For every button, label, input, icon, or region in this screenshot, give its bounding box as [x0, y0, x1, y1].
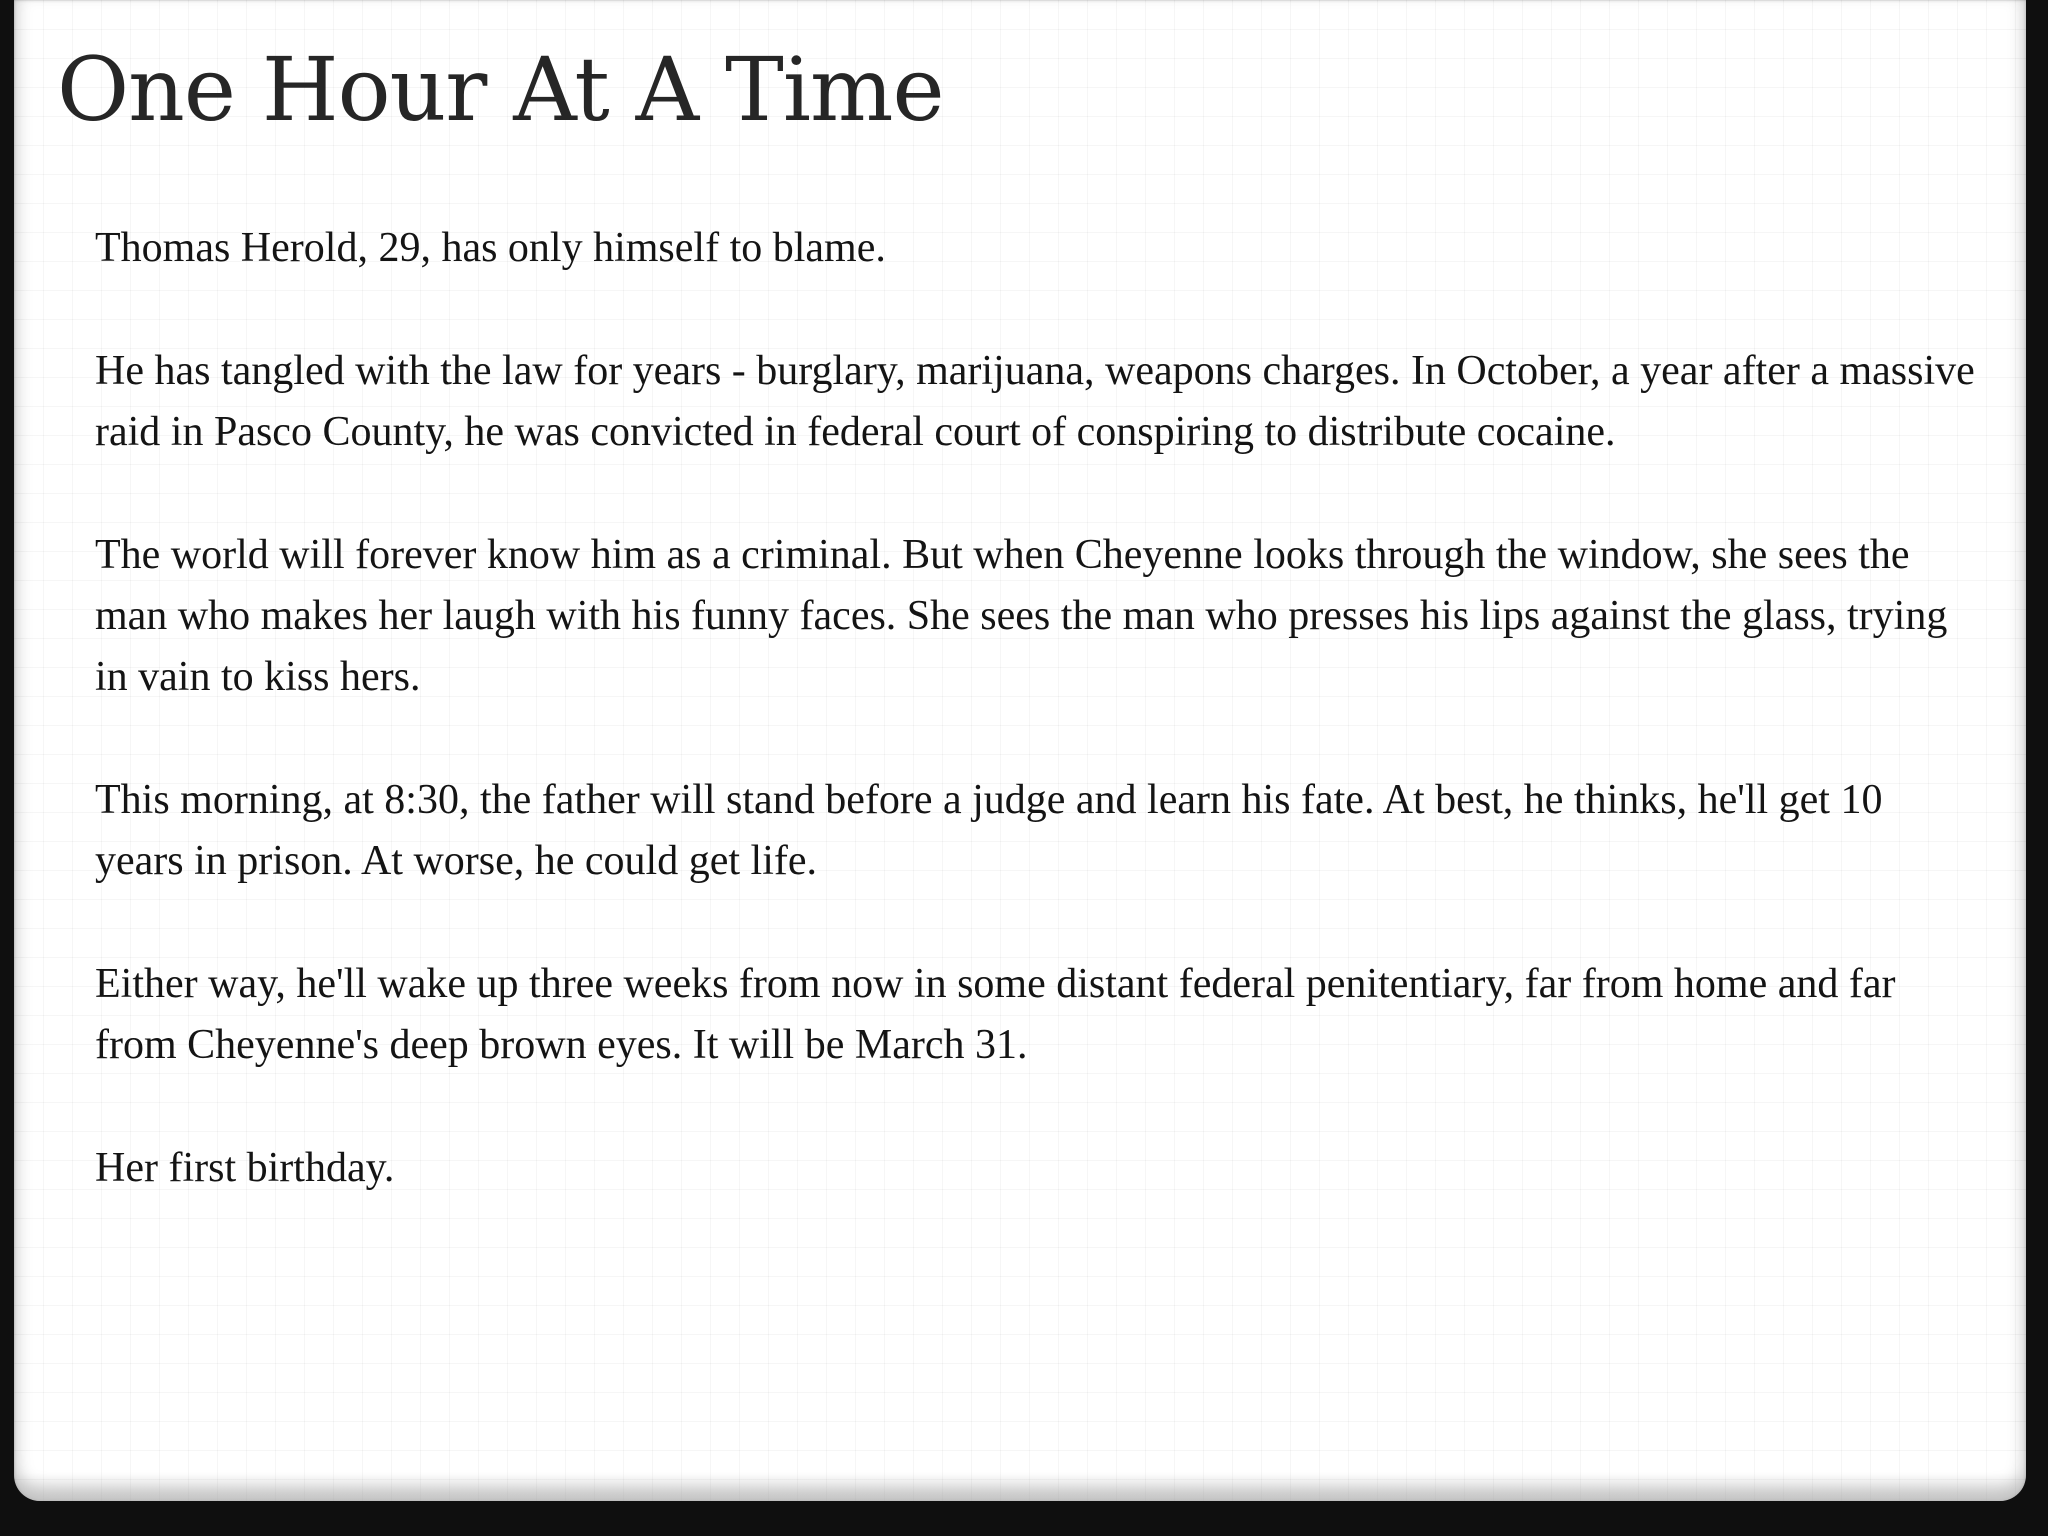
paragraph-4: This morning, at 8:30, the father will stand before a judge and learn his fate. At best, he thinks, he'll get 10 years in prison. At worse, he could get life. [95, 777, 1883, 884]
slide [14, 0, 2026, 1501]
paragraph-6: Her first birthday. [95, 1145, 395, 1191]
paragraph-3: The world will forever know him as a criminal. But when Cheyenne looks through the window, she sees the man who makes her laugh with his funny faces. She sees the man who presses his lips against the glass, trying in vain to kiss hers. [95, 532, 1948, 700]
slide-body [95, 218, 1975, 1199]
paragraph-5: Either way, he'll wake up three weeks from now in some distant federal penitentiary, far from home and far from Cheyenne's deep brown eyes. It will be March 31. [95, 961, 1896, 1068]
paragraph-1: Thomas Herold, 29, has only himself to blame. [95, 225, 886, 271]
slide-bottom-shade [14, 1473, 2026, 1501]
slide-title: One Hour At A Time [57, 38, 944, 141]
paragraph-2: He has tangled with the law for years - burglary, marijuana, weapons charges. In October, a year after a massive raid in Pasco County, he was convicted in federal court of conspiring to distribute cocaine. [95, 348, 1975, 455]
